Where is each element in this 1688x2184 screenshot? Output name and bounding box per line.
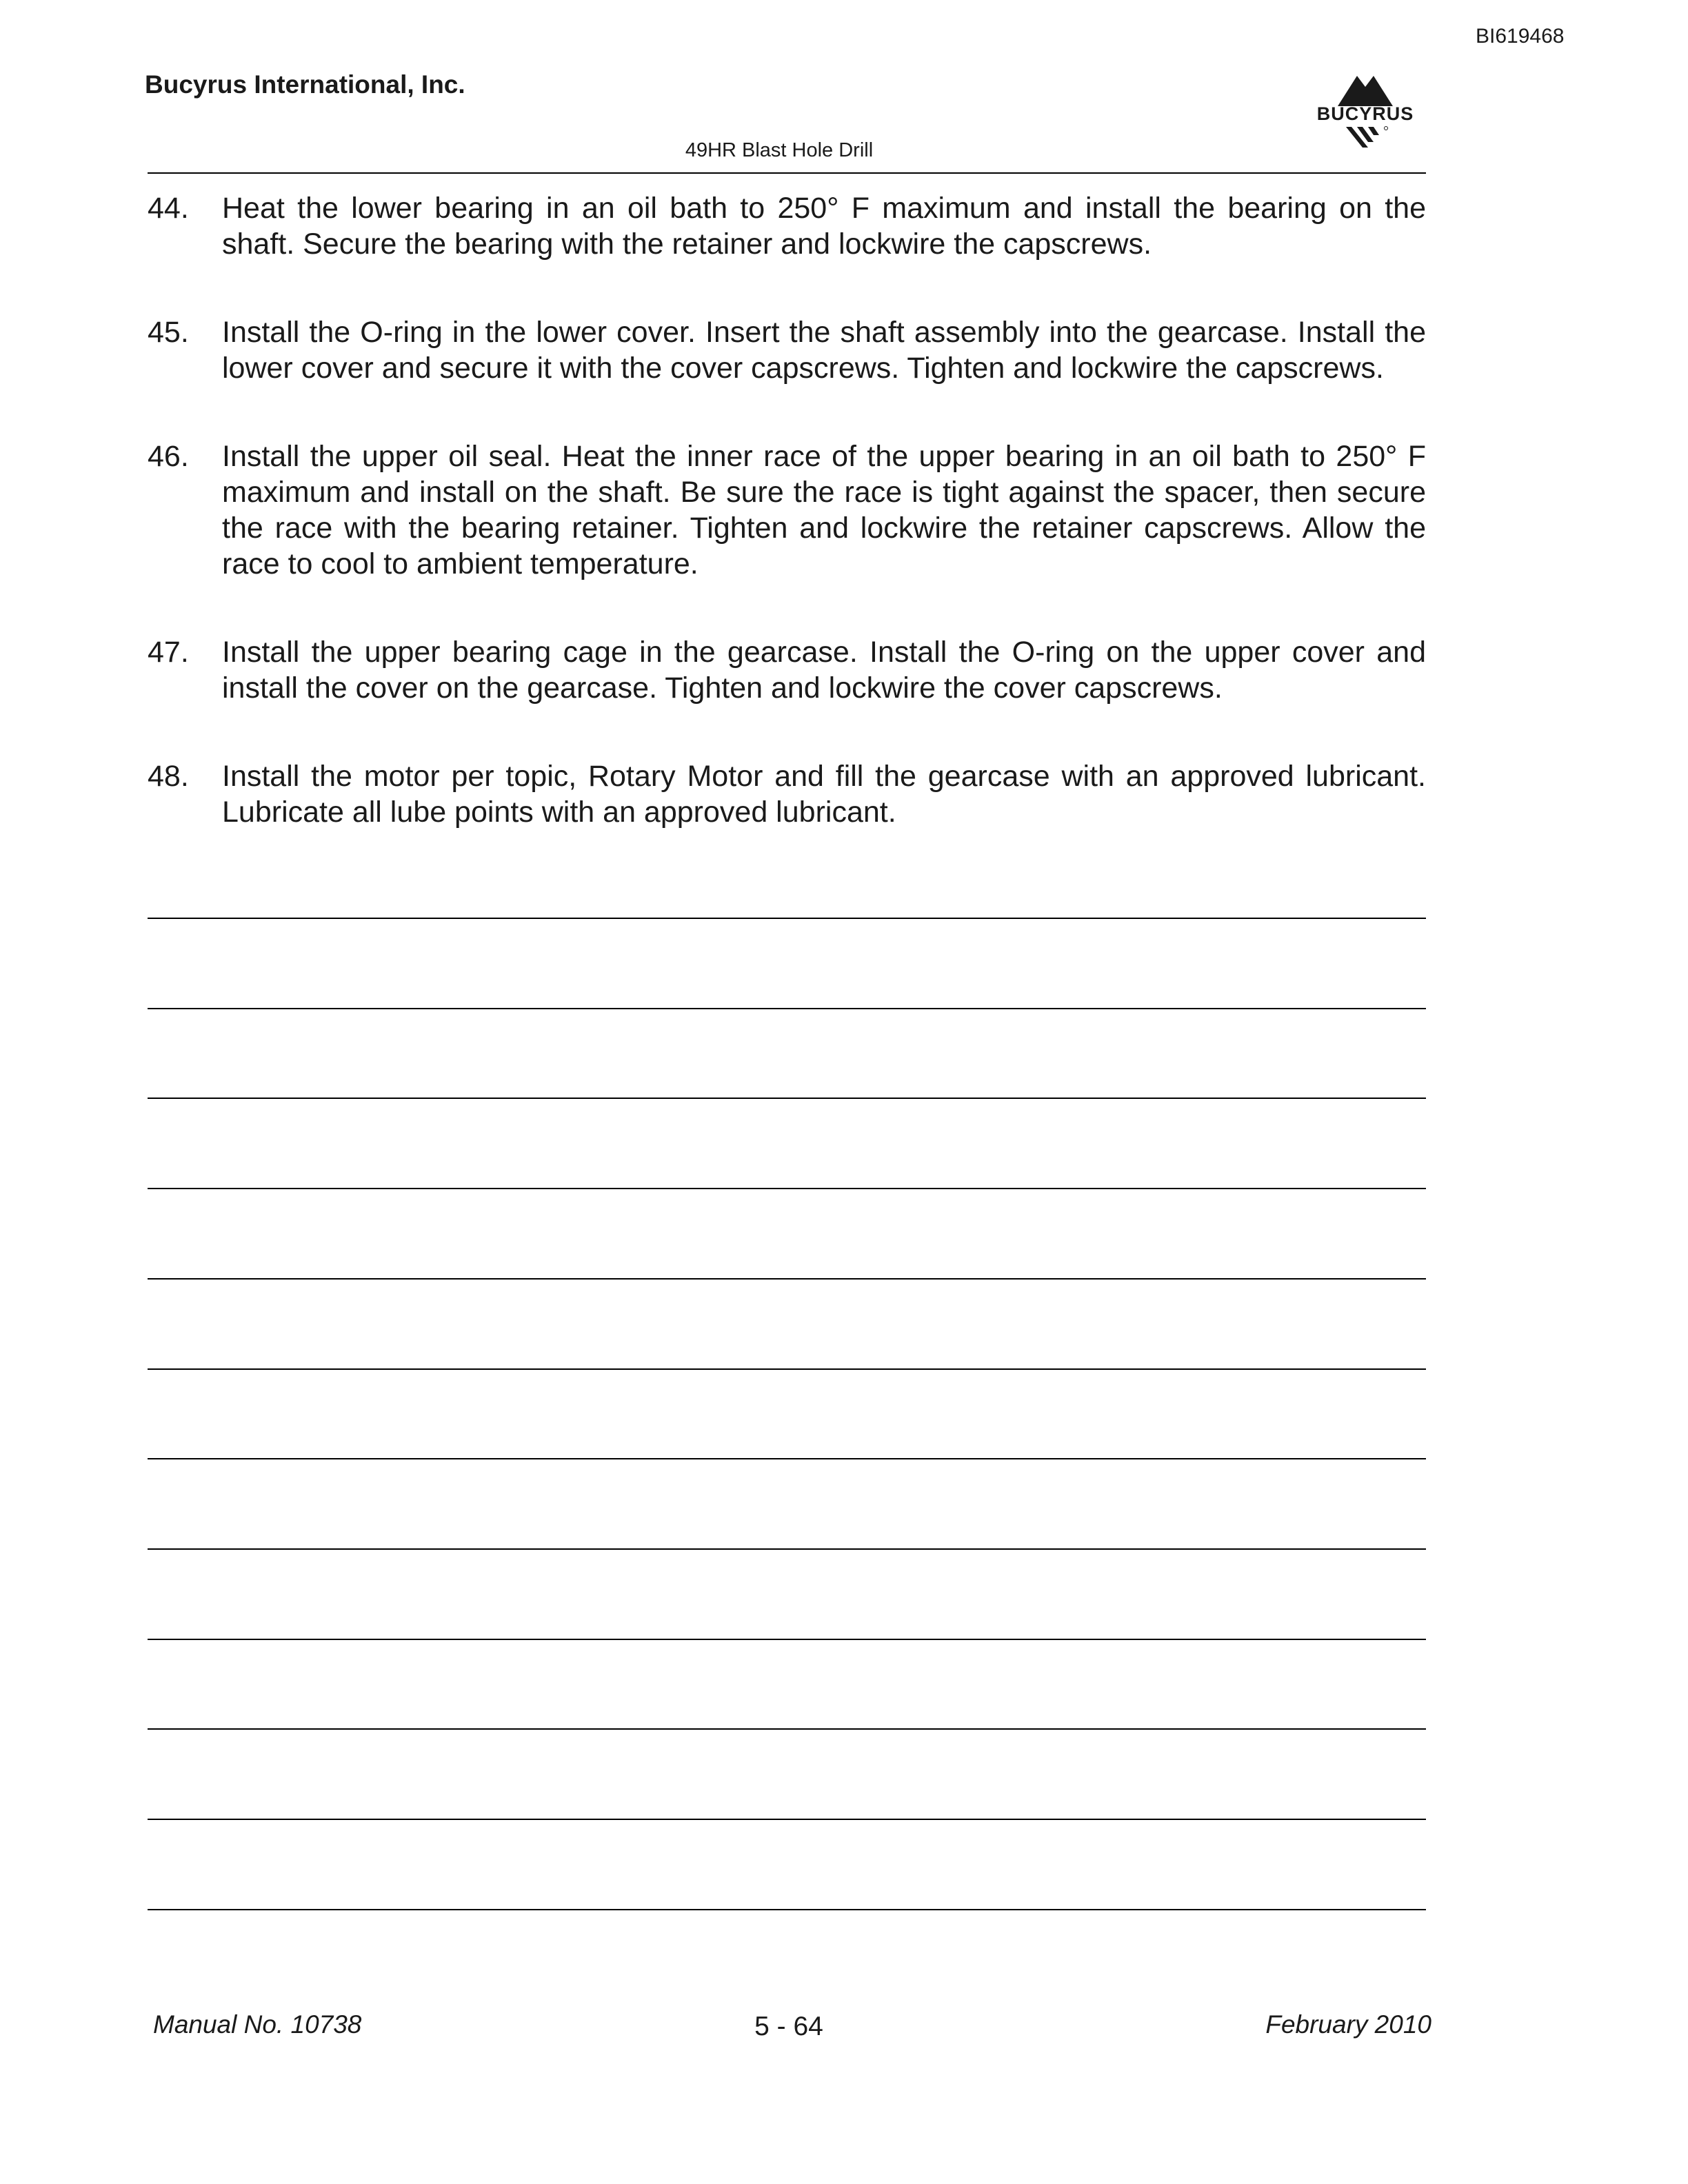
step-number: 48. bbox=[148, 760, 189, 793]
bucyrus-logo bbox=[1296, 70, 1434, 152]
step-text: Install the motor per topic, Rotary Motor and fill the gearcase with an approved lubricant. Lubricate all lube points with an approved lubricant. bbox=[222, 760, 1426, 829]
step-number: 44. bbox=[148, 192, 189, 225]
manual-number: Manual No. 10738 bbox=[153, 2010, 362, 2039]
notes-line bbox=[148, 1548, 1426, 1550]
notes-line bbox=[148, 1909, 1426, 1910]
step-45 bbox=[148, 314, 1426, 386]
step-number: 45. bbox=[148, 316, 189, 349]
step-text: Install the upper bearing cage in the gearcase. Install the O-ring on the upper cover and install the cover on the gearcase. Tighten and lockwire the cover capscrews. bbox=[222, 636, 1426, 705]
document-id: BI619468 bbox=[1476, 25, 1565, 48]
step-number: 46. bbox=[148, 440, 189, 473]
publication-date: February 2010 bbox=[1265, 2010, 1431, 2039]
step-text: Install the upper oil seal. Heat the inner race of the upper bearing in an oil bath to 250° F maximum and install on the shaft. Be sure the race is tight against the spacer, then secure the race with the bearing retainer. Tighten and lockwire the retainer capscrews. Allow the race to cool to ambient temperature. bbox=[222, 440, 1426, 580]
notes-line bbox=[148, 1278, 1426, 1280]
header-divider bbox=[148, 172, 1426, 174]
notes-line bbox=[148, 1098, 1426, 1099]
notes-line bbox=[148, 1188, 1426, 1189]
notes-line bbox=[148, 918, 1426, 919]
step-number: 47. bbox=[148, 636, 189, 669]
notes-line bbox=[148, 1639, 1426, 1640]
step-text: Heat the lower bearing in an oil bath to 250° F maximum and install the bearing on the shaft. Secure the bearing with the retainer and lockwire the capscrews. bbox=[222, 192, 1426, 261]
step-48 bbox=[148, 758, 1426, 830]
step-47 bbox=[148, 634, 1426, 706]
notes-line bbox=[148, 1008, 1426, 1009]
step-text: Install the O-ring in the lower cover. Insert the shaft assembly into the gearcase. Install the lower cover and secure it with the cover capscrews. Tighten and lockwire the capscrews. bbox=[222, 316, 1426, 385]
notes-line bbox=[148, 1819, 1426, 1820]
svg-text:BUCYRUS: BUCYRUS bbox=[1316, 103, 1414, 124]
notes-line bbox=[148, 1368, 1426, 1370]
page-number: 5 - 64 bbox=[754, 2012, 823, 2041]
step-46 bbox=[148, 438, 1426, 582]
notes-line bbox=[148, 1458, 1426, 1459]
company-name: Bucyrus International, Inc. bbox=[145, 70, 465, 99]
notes-line bbox=[148, 1728, 1426, 1730]
document-subtitle: 49HR Blast Hole Drill bbox=[685, 139, 874, 161]
procedure-steps bbox=[148, 190, 1426, 882]
step-44 bbox=[148, 190, 1426, 262]
